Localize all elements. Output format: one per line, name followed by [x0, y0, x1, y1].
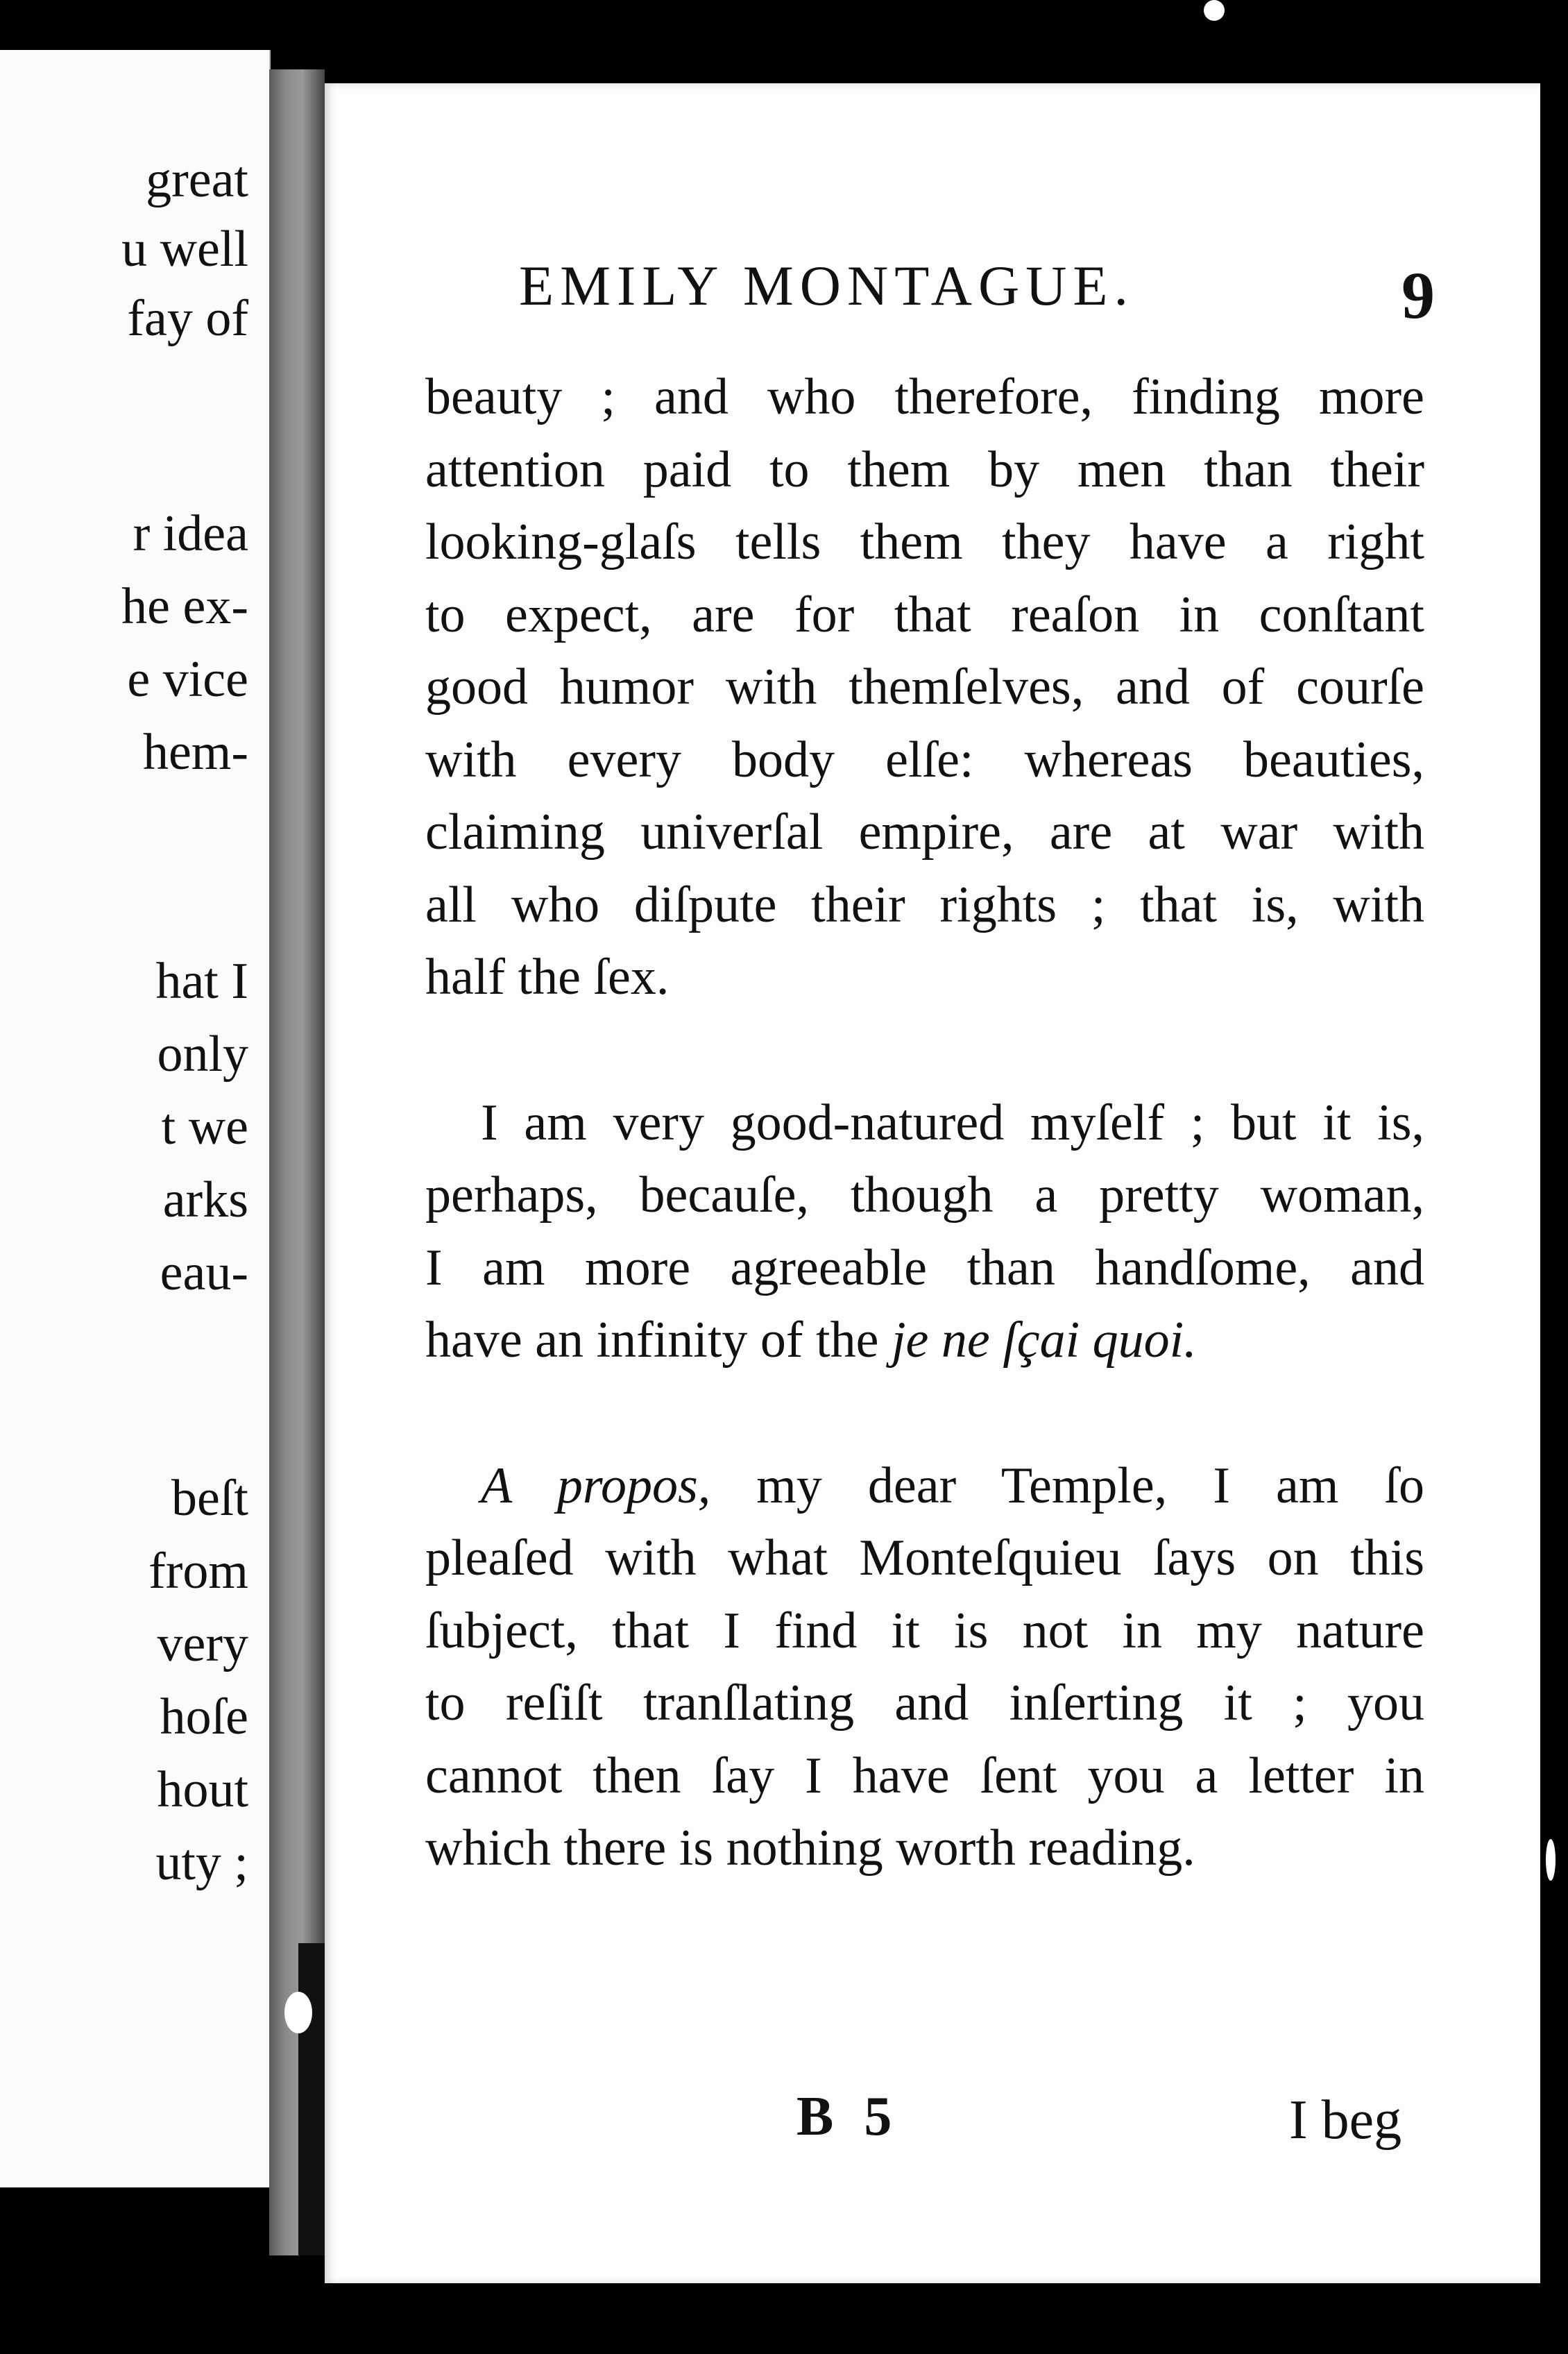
text-line — [481, 1450, 1424, 1523]
text-line: pleaſed with what Monteſquieu ſays on this — [425, 1530, 1424, 1586]
facing-page-fragment: great — [146, 151, 248, 208]
text-line: which there is nothing worth reading. — [425, 1820, 1195, 1877]
paragraph — [425, 1087, 1424, 1160]
running-head: EMILY MONTAGUE. — [519, 254, 1134, 317]
facing-page-fragment: hem- — [142, 724, 248, 781]
facing-page-fragment: beſt — [171, 1470, 248, 1527]
facing-page-fragment: r idea — [133, 505, 248, 562]
text-line: to expect, are for that reaſon in conſtant — [425, 586, 1424, 643]
facing-page-fragment: hat I — [155, 953, 248, 1010]
text-line: ſubject, that I find it is not in my nature — [425, 1602, 1424, 1659]
facing-page-fragment: fay of — [127, 290, 248, 347]
paragraph-continued — [425, 1159, 1424, 1377]
facing-page-fragment: t we — [161, 1099, 248, 1155]
text-line: to reſiſt tranſlating and inſerting it ; you — [425, 1675, 1424, 1731]
paragraph — [425, 1450, 1424, 1523]
facing-page-fragment: only — [157, 1026, 248, 1083]
text-line: claiming univerſal empire, are at war with — [425, 804, 1424, 861]
facing-page — [0, 50, 271, 2187]
paper-speck — [1546, 1839, 1556, 1881]
text-line: with every body elſe: whereas beauties, — [425, 731, 1424, 788]
text-line: good humor with themſelves, and of courſe — [425, 659, 1424, 715]
facing-page-fragment: very — [157, 1616, 248, 1673]
italic-phrase: A propos, — [481, 1457, 711, 1514]
text-line: I am very good-natured myſelf ; but it is, — [481, 1094, 1424, 1151]
text-line: looking-glaſs tells them they have a right — [425, 514, 1424, 570]
text-run: have an infinity of the — [425, 1312, 879, 1369]
signature-mark: B 5 — [796, 2086, 901, 2147]
facing-page-fragment: from — [148, 1543, 248, 1600]
italic-phrase: je ne ſçai quoi. — [891, 1312, 1197, 1369]
text-line: attention paid to them by men than their — [425, 441, 1424, 498]
text-line: perhaps, becauſe, though a pretty woman, — [425, 1167, 1424, 1223]
text-run: my dear Temple, I am ſo — [710, 1457, 1424, 1514]
catchword: I beg — [1289, 2090, 1402, 2151]
text-line: cannot then ſay I have ſent you a letter in — [425, 1747, 1424, 1804]
paragraph — [425, 361, 1424, 1014]
book-gutter — [269, 69, 325, 2255]
text-line: beauty ; and who therefore, finding more — [425, 369, 1424, 425]
facing-page-fragment: uty ; — [155, 1834, 248, 1891]
facing-page-fragment: eau- — [160, 1244, 248, 1301]
text-line — [425, 1304, 1424, 1377]
text-line: I am more agreeable than handſome, and — [425, 1239, 1424, 1296]
page-number: 9 — [1401, 258, 1435, 332]
facing-page-fragment: e vice — [127, 651, 248, 708]
text-line: half the ſex. — [425, 949, 670, 1006]
paper-speck — [1204, 0, 1225, 21]
facing-page-fragment: u well — [121, 221, 248, 278]
facing-page-fragment: hout — [157, 1761, 248, 1818]
page-body — [425, 361, 1424, 1885]
facing-page-fragment: arks — [162, 1171, 248, 1228]
facing-page-fragment: he ex- — [121, 578, 248, 635]
facing-page-fragment: hoſe — [160, 1688, 248, 1745]
paper-speck — [284, 1992, 312, 2033]
text-line: all who diſpute their rights ; that is, with — [425, 876, 1424, 933]
book-page — [325, 83, 1540, 2283]
paragraph-continued — [425, 1522, 1424, 1885]
